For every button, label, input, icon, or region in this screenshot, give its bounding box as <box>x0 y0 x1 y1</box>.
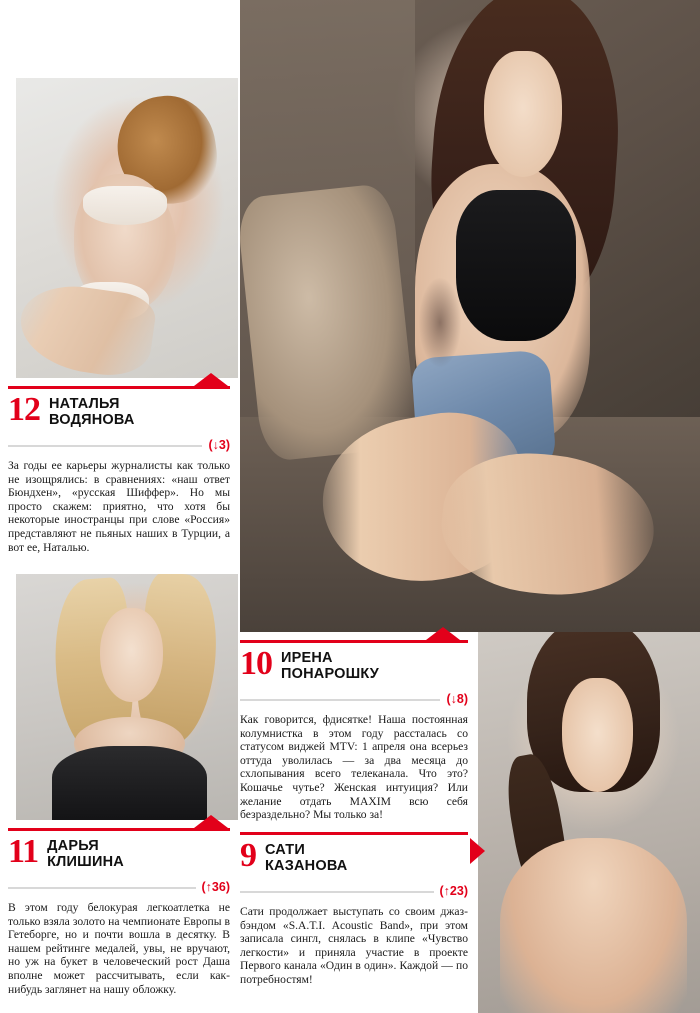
rank-right-triangle-icon <box>470 838 485 864</box>
entry-top-rule <box>240 832 468 835</box>
entry-name-line2: ПОНАРОШКУ <box>281 665 380 682</box>
entry-rank-number: 12 <box>8 391 40 428</box>
photo-face-shape <box>562 678 633 792</box>
entry-top-rule <box>240 640 468 643</box>
entry-header <box>8 393 230 428</box>
entry-body-text: Как говорится, фдисятке! Наша постоянная колумнистка в этом году рассталась со статусом виджей MTV: 1 апреля она всерьез оттуда уволилась — за два месяца до схлопывания всего телеканала. Что это? Кошачье чутье? Женская интуиция? Или желание отдать MAXIM всю себя безраздельно? Мы только за! <box>240 713 468 822</box>
entry-delta-row <box>8 436 230 454</box>
entry-top-rule <box>8 828 230 831</box>
entry-name <box>281 647 379 682</box>
entry-delta-row <box>240 882 468 900</box>
entry-name-line1: НАТАЛЬЯ <box>49 396 120 412</box>
photo-face-shape <box>484 51 562 177</box>
entry-name-line2: ВОДЯНОВА <box>49 411 135 428</box>
entry-body-text: За годы ее карьеры журналисты как только не изощрялись: в сравнениях: «наш ответ Бюндхен», «русская Шиффер». Но мы просто скажем: приятно, что хотя бы некоторые иностранцы при слове «Россия» представляют не пьяных наших в Турции, а вот ее, Наталью. <box>8 459 230 554</box>
entry-9 <box>240 832 468 987</box>
entry-body-text: В этом году белокурая легкоатлетка не только взяла золото на чемпионате Европы в Гетеборге, но и почти вошла в десятку. В нашем рейтинге медалей, увы, не вручают, но уж на букет в человеческий рост Даша вполне может рассчитывать, если как-нибудь заглянет на нашу обложку. <box>8 901 230 996</box>
entry-name-line2: КАЗАНОВА <box>265 857 348 874</box>
entry-11 <box>8 828 230 996</box>
photo-natalia-vodianova <box>16 78 238 378</box>
entry-12 <box>8 386 230 554</box>
entry-header <box>240 647 468 682</box>
entry-delta-row <box>240 690 468 708</box>
entry-10 <box>240 640 468 822</box>
entry-delta-badge: (↓8) <box>440 690 468 708</box>
photo-sati-kazanova <box>478 632 700 1013</box>
photo-dress-shape <box>52 746 207 820</box>
photo-garment-top-shape <box>83 186 167 225</box>
entry-name-line1: ИРЕНА <box>281 650 333 666</box>
entry-delta-row <box>8 878 230 896</box>
entry-rank-number: 11 <box>8 833 39 870</box>
entry-rank-number: 10 <box>240 645 272 682</box>
photo-face-shape <box>100 608 162 701</box>
photo-shoulders-shape <box>500 838 686 1013</box>
entry-body-text: Сати продолжает выступать со своим джаз-бэндом «S.A.T.I. Acoustic Band», при этом записала сингл, снялась в клипе «Чувство легкости» и приняла участие в проекте Первого канала «Один в один». Каждой — по потребностям! <box>240 905 468 986</box>
entry-name-line2: КЛИШИНА <box>47 853 124 870</box>
entry-name <box>265 839 347 874</box>
photo-cushion-shape <box>240 182 419 462</box>
photo-irena-ponaroshku <box>240 0 700 632</box>
photo-daria-klishina <box>16 574 238 820</box>
entry-name <box>49 393 135 428</box>
entry-header <box>240 839 468 874</box>
photo-arm-tattoo-shape <box>419 278 460 366</box>
entry-rank-number: 9 <box>240 837 256 874</box>
entry-delta-badge: (↓3) <box>202 436 230 454</box>
entry-name-line1: ДАРЬЯ <box>47 838 99 854</box>
entry-name-line1: САТИ <box>265 842 305 858</box>
entry-delta-badge: (↑36) <box>196 878 230 896</box>
rank-up-triangle-icon <box>426 627 460 640</box>
entry-header <box>8 835 230 870</box>
entry-delta-badge: (↑23) <box>434 882 468 900</box>
delta-rule <box>240 699 468 701</box>
rank-up-triangle-icon <box>194 373 228 386</box>
rank-up-triangle-icon <box>194 815 228 828</box>
photo-top-garment-shape <box>456 190 576 342</box>
delta-rule <box>8 445 230 447</box>
entry-top-rule <box>8 386 230 389</box>
entry-name <box>47 835 124 870</box>
